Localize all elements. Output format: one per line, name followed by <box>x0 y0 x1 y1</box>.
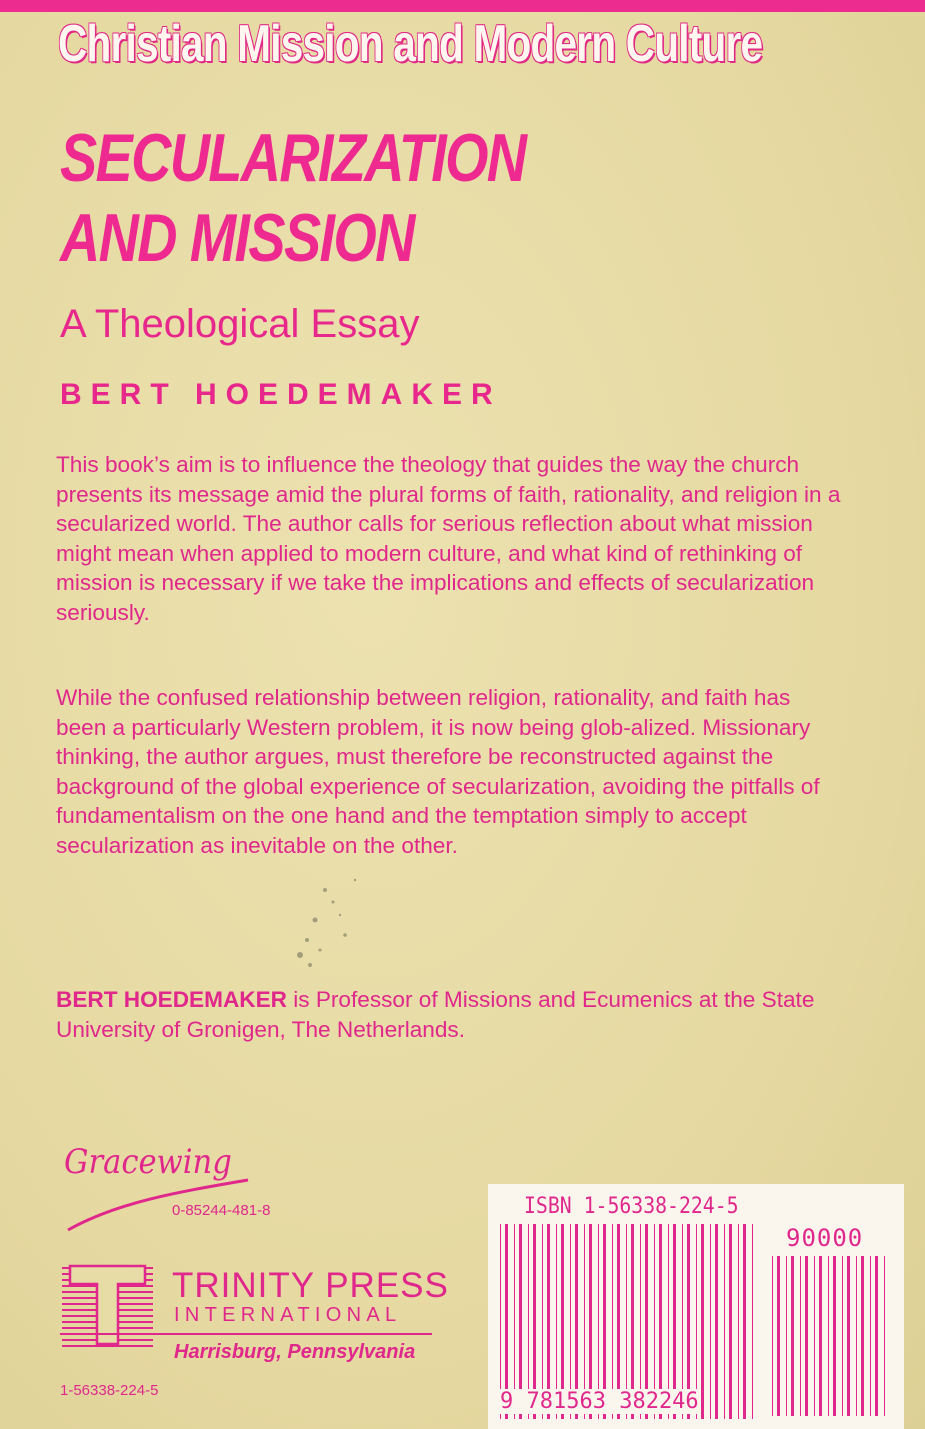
book-title <box>60 118 525 278</box>
barcode-bar <box>814 1256 815 1416</box>
book-title-line1: SECULARIZATION <box>60 120 526 196</box>
bio-author-name: BERT HOEDEMAKER <box>56 987 287 1012</box>
trinity-press-name: TRINITY PRESS <box>172 1266 449 1305</box>
barcode-isbn-label: ISBN 1-56338-224-5 <box>524 1194 739 1219</box>
barcode-bar <box>701 1224 704 1419</box>
barcode-bar <box>833 1256 836 1416</box>
barcode-bar <box>800 1256 801 1416</box>
barcode-bar <box>805 1256 808 1416</box>
bio-text: is Professor of Missions and Ecumenics at the State University of Gronigen, The Netherlands. <box>56 987 815 1042</box>
author-name: BERT HOEDEMAKER <box>60 378 502 411</box>
price-code: 90000 <box>786 1224 864 1252</box>
trinity-t-icon <box>60 1264 155 1349</box>
author-bio <box>56 985 856 1045</box>
barcode-bar <box>861 1256 864 1416</box>
barcode-bar <box>710 1224 711 1419</box>
barcode-bar <box>791 1256 794 1416</box>
ean-number: 9 781563 382246 <box>500 1389 699 1414</box>
barcode-bar <box>738 1224 739 1419</box>
barcode-bar <box>847 1256 850 1416</box>
top-color-band <box>0 0 925 12</box>
description-paragraph-2: While the confused relationship between religion, rationality, and faith has been a particularly Western problem, it is now being glob-alized. Missionary thinking, the author argues, must therefore be reconstructed against the background of the global experience of secularization, avoiding the pitfalls of fundamentalism on the one hand and the temptation simply to accept secularization as inevitable on the other. <box>56 685 820 858</box>
book-title-line2: AND MISSION <box>60 200 414 276</box>
trinity-isbn: 1-56338-224-5 <box>60 1382 159 1399</box>
barcode-bar <box>884 1256 885 1416</box>
barcode-bar <box>715 1224 718 1419</box>
series-title: Christian Mission and Modern Culture <box>58 15 763 73</box>
barcode-bar <box>856 1256 857 1416</box>
trinity-press-logo <box>60 1264 449 1374</box>
barcode-bar <box>777 1256 780 1416</box>
trinity-press-subname: INTERNATIONAL <box>174 1304 402 1326</box>
barcode-bar <box>828 1256 829 1416</box>
description-paragraph-1: This book’s aim is to influence the theology that guides the way the church presents its message amid the plural forms of faith, rationality, and religion in a secularized world. The author calls for serious reflection about what mission might mean when applied to modern culture, and what kind of rethinking of mission is necessary if we take the implications and effects of secularization seriously. <box>56 452 841 625</box>
barcode-bar <box>724 1224 725 1419</box>
book-subtitle: A Theological Essay <box>60 302 420 346</box>
gracewing-isbn: 0-85244-481-8 <box>172 1202 271 1219</box>
barcode-bar <box>819 1256 822 1416</box>
barcode-bar <box>842 1256 843 1416</box>
gracewing-logo-text: Gracewing <box>64 1142 232 1182</box>
price-barcode <box>772 1256 890 1416</box>
barcode-bar <box>752 1224 753 1419</box>
trinity-press-city: Harrisburg, Pennsylvania <box>174 1341 416 1363</box>
barcode-bar <box>772 1256 773 1416</box>
barcode-bar <box>875 1256 878 1416</box>
stain-mark <box>285 850 395 980</box>
barcode-bar <box>743 1224 746 1419</box>
barcode-bar <box>870 1256 871 1416</box>
divider <box>60 1333 432 1335</box>
barcode-bar <box>786 1256 787 1416</box>
barcode-bar <box>729 1224 732 1419</box>
